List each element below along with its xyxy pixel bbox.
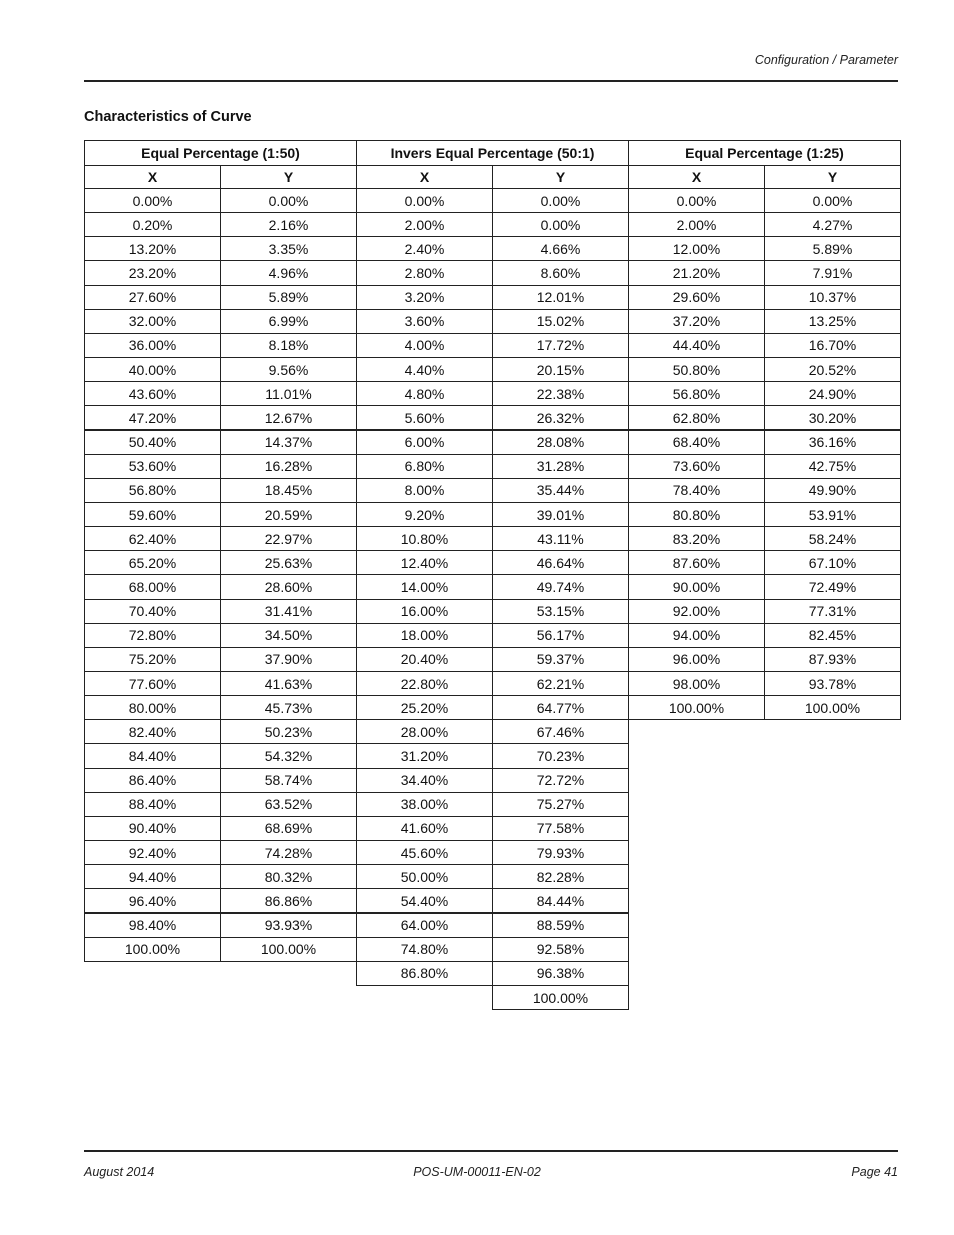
y-value-cell: 93.78% — [764, 671, 901, 696]
y-value-cell: 74.28% — [220, 840, 357, 865]
y-value-cell: 20.52% — [764, 357, 901, 382]
x-value-cell: 34.40% — [356, 768, 493, 793]
y-value-cell: 4.96% — [220, 260, 357, 285]
y-value-cell: 77.58% — [492, 816, 629, 841]
y-value-cell: 92.58% — [492, 937, 629, 962]
y-value-cell: 10.37% — [764, 285, 901, 310]
y-value-cell: 100.00% — [220, 937, 357, 962]
x-value-cell: 5.60% — [356, 405, 493, 430]
y-value-cell: 18.45% — [220, 478, 357, 503]
y-value-cell: 9.56% — [220, 357, 357, 382]
x-value-cell: 22.80% — [356, 671, 493, 696]
y-value-cell: 88.59% — [492, 913, 629, 938]
y-value-cell: 28.60% — [220, 574, 357, 599]
x-value-cell: 77.60% — [84, 671, 221, 696]
y-value-cell: 37.90% — [220, 647, 357, 672]
x-value-cell: 6.00% — [356, 430, 493, 455]
y-value-cell: 5.89% — [220, 285, 357, 310]
x-value-cell: 62.80% — [628, 405, 765, 430]
column-header-y: Y — [220, 165, 357, 189]
x-value-cell: 98.40% — [84, 913, 221, 938]
x-value-cell: 2.00% — [628, 212, 765, 237]
y-value-cell: 12.67% — [220, 405, 357, 430]
y-value-cell: 41.63% — [220, 671, 357, 696]
x-value-cell: 44.40% — [628, 333, 765, 358]
x-value-cell: 73.60% — [628, 454, 765, 479]
column-header-x: X — [356, 165, 493, 189]
y-value-cell: 45.73% — [220, 695, 357, 720]
y-value-cell: 56.17% — [492, 623, 629, 648]
x-value-cell: 41.60% — [356, 816, 493, 841]
x-value-cell: 37.20% — [628, 309, 765, 334]
x-value-cell: 54.40% — [356, 888, 493, 913]
table-title: Invers Equal Percentage (50:1) — [356, 140, 629, 166]
x-value-cell: 83.20% — [628, 526, 765, 551]
x-value-cell: 32.00% — [84, 309, 221, 334]
y-value-cell: 26.32% — [492, 405, 629, 430]
y-value-cell: 59.37% — [492, 647, 629, 672]
x-value-cell: 27.60% — [84, 285, 221, 310]
x-value-cell: 2.80% — [356, 260, 493, 285]
y-value-cell: 3.35% — [220, 236, 357, 261]
x-value-cell: 28.00% — [356, 719, 493, 744]
x-value-cell: 100.00% — [84, 937, 221, 962]
x-value-cell: 4.00% — [356, 333, 493, 358]
x-value-cell: 4.80% — [356, 381, 493, 406]
x-value-cell: 3.20% — [356, 285, 493, 310]
x-value-cell: 100.00% — [628, 695, 765, 720]
x-value-cell: 47.20% — [84, 405, 221, 430]
header-rule — [84, 80, 898, 82]
y-value-cell: 8.60% — [492, 260, 629, 285]
column-header-y: Y — [492, 165, 629, 189]
y-value-cell: 5.89% — [764, 236, 901, 261]
x-value-cell: 31.20% — [356, 743, 493, 768]
x-value-cell: 86.80% — [356, 961, 493, 986]
y-value-cell: 82.28% — [492, 864, 629, 889]
x-value-cell: 0.00% — [356, 188, 493, 213]
x-value-cell: 82.40% — [84, 719, 221, 744]
x-value-cell: 94.00% — [628, 623, 765, 648]
x-value-cell: 14.00% — [356, 574, 493, 599]
x-value-cell: 40.00% — [84, 357, 221, 382]
x-value-cell: 96.40% — [84, 888, 221, 913]
x-value-cell: 87.60% — [628, 550, 765, 575]
y-value-cell: 72.72% — [492, 768, 629, 793]
y-value-cell: 39.01% — [492, 502, 629, 527]
column-header-y: Y — [764, 165, 901, 189]
y-value-cell: 35.44% — [492, 478, 629, 503]
y-value-cell: 24.90% — [764, 381, 901, 406]
y-value-cell: 4.27% — [764, 212, 901, 237]
x-value-cell: 68.40% — [628, 430, 765, 455]
y-value-cell: 0.00% — [764, 188, 901, 213]
y-value-cell: 28.08% — [492, 430, 629, 455]
y-value-cell: 4.66% — [492, 236, 629, 261]
x-value-cell: 56.80% — [84, 478, 221, 503]
x-value-cell: 62.40% — [84, 526, 221, 551]
x-value-cell: 38.00% — [356, 792, 493, 817]
x-value-cell: 12.00% — [628, 236, 765, 261]
x-value-cell: 2.40% — [356, 236, 493, 261]
column-header-x: X — [84, 165, 221, 189]
header-section-label: Configuration / Parameter — [754, 53, 898, 67]
x-value-cell: 94.40% — [84, 864, 221, 889]
x-value-cell: 74.80% — [356, 937, 493, 962]
y-value-cell: 82.45% — [764, 623, 901, 648]
footer-document-id: POS-UM-00011-EN-02 — [413, 1165, 541, 1179]
y-value-cell: 0.00% — [492, 188, 629, 213]
x-value-cell: 59.60% — [84, 502, 221, 527]
x-value-cell: 8.00% — [356, 478, 493, 503]
x-value-cell: 96.00% — [628, 647, 765, 672]
y-value-cell: 63.52% — [220, 792, 357, 817]
y-value-cell: 8.18% — [220, 333, 357, 358]
y-value-cell: 42.75% — [764, 454, 901, 479]
y-value-cell: 84.44% — [492, 888, 629, 913]
y-value-cell: 31.28% — [492, 454, 629, 479]
x-value-cell: 72.80% — [84, 623, 221, 648]
x-value-cell: 2.00% — [356, 212, 493, 237]
y-value-cell: 100.00% — [492, 985, 629, 1010]
y-value-cell: 15.02% — [492, 309, 629, 334]
y-value-cell: 75.27% — [492, 792, 629, 817]
x-value-cell: 0.00% — [84, 188, 221, 213]
x-value-cell: 12.40% — [356, 550, 493, 575]
table-title: Equal Percentage (1:25) — [628, 140, 901, 166]
y-value-cell: 7.91% — [764, 260, 901, 285]
y-value-cell: 53.15% — [492, 599, 629, 624]
x-value-cell: 64.00% — [356, 913, 493, 938]
x-value-cell: 90.40% — [84, 816, 221, 841]
y-value-cell: 50.23% — [220, 719, 357, 744]
x-value-cell: 92.00% — [628, 599, 765, 624]
y-value-cell: 46.64% — [492, 550, 629, 575]
y-value-cell: 58.24% — [764, 526, 901, 551]
y-value-cell: 100.00% — [764, 695, 901, 720]
x-value-cell: 0.20% — [84, 212, 221, 237]
y-value-cell: 34.50% — [220, 623, 357, 648]
x-value-cell: 90.00% — [628, 574, 765, 599]
x-value-cell: 75.20% — [84, 647, 221, 672]
y-value-cell: 16.70% — [764, 333, 901, 358]
section-title: Characteristics of Curve — [84, 109, 252, 125]
x-value-cell: 98.00% — [628, 671, 765, 696]
x-value-cell: 65.20% — [84, 550, 221, 575]
x-value-cell: 78.40% — [628, 478, 765, 503]
y-value-cell: 67.46% — [492, 719, 629, 744]
y-value-cell: 80.32% — [220, 864, 357, 889]
x-value-cell: 21.20% — [628, 260, 765, 285]
y-value-cell: 68.69% — [220, 816, 357, 841]
footer-rule — [84, 1150, 898, 1152]
x-value-cell: 80.80% — [628, 502, 765, 527]
y-value-cell: 14.37% — [220, 430, 357, 455]
x-value-cell: 23.20% — [84, 260, 221, 285]
y-value-cell: 62.21% — [492, 671, 629, 696]
x-value-cell: 20.40% — [356, 647, 493, 672]
y-value-cell: 64.77% — [492, 695, 629, 720]
y-value-cell: 30.20% — [764, 405, 901, 430]
x-value-cell: 68.00% — [84, 574, 221, 599]
x-value-cell: 10.80% — [356, 526, 493, 551]
y-value-cell: 12.01% — [492, 285, 629, 310]
y-value-cell: 58.74% — [220, 768, 357, 793]
table-title: Equal Percentage (1:50) — [84, 140, 357, 166]
footer-date: August 2014 — [84, 1165, 155, 1179]
y-value-cell: 2.16% — [220, 212, 357, 237]
x-value-cell: 88.40% — [84, 792, 221, 817]
y-value-cell: 49.74% — [492, 574, 629, 599]
y-value-cell: 20.15% — [492, 357, 629, 382]
x-value-cell: 86.40% — [84, 768, 221, 793]
y-value-cell: 87.93% — [764, 647, 901, 672]
x-value-cell: 18.00% — [356, 623, 493, 648]
y-value-cell: 43.11% — [492, 526, 629, 551]
y-value-cell: 22.38% — [492, 381, 629, 406]
y-value-cell: 31.41% — [220, 599, 357, 624]
x-value-cell: 16.00% — [356, 599, 493, 624]
x-value-cell: 92.40% — [84, 840, 221, 865]
x-value-cell: 84.40% — [84, 743, 221, 768]
x-value-cell: 4.40% — [356, 357, 493, 382]
column-header-x: X — [628, 165, 765, 189]
y-value-cell: 25.63% — [220, 550, 357, 575]
x-value-cell: 43.60% — [84, 381, 221, 406]
x-value-cell: 53.60% — [84, 454, 221, 479]
x-value-cell: 9.20% — [356, 502, 493, 527]
y-value-cell: 13.25% — [764, 309, 901, 334]
y-value-cell: 6.99% — [220, 309, 357, 334]
y-value-cell: 17.72% — [492, 333, 629, 358]
y-value-cell: 0.00% — [492, 212, 629, 237]
y-value-cell: 53.91% — [764, 502, 901, 527]
x-value-cell: 56.80% — [628, 381, 765, 406]
y-value-cell: 0.00% — [220, 188, 357, 213]
y-value-cell: 54.32% — [220, 743, 357, 768]
x-value-cell: 0.00% — [628, 188, 765, 213]
x-value-cell: 50.40% — [84, 430, 221, 455]
footer-page-number: Page 41 — [851, 1165, 898, 1179]
y-value-cell: 16.28% — [220, 454, 357, 479]
y-value-cell: 79.93% — [492, 840, 629, 865]
y-value-cell: 36.16% — [764, 430, 901, 455]
y-value-cell: 49.90% — [764, 478, 901, 503]
x-value-cell: 50.80% — [628, 357, 765, 382]
curve-characteristics-table — [84, 140, 899, 1010]
x-value-cell: 70.40% — [84, 599, 221, 624]
y-value-cell: 67.10% — [764, 550, 901, 575]
y-value-cell: 11.01% — [220, 381, 357, 406]
x-value-cell: 36.00% — [84, 333, 221, 358]
x-value-cell: 45.60% — [356, 840, 493, 865]
y-value-cell: 96.38% — [492, 961, 629, 986]
y-value-cell: 72.49% — [764, 574, 901, 599]
x-value-cell: 50.00% — [356, 864, 493, 889]
y-value-cell: 77.31% — [764, 599, 901, 624]
x-value-cell: 13.20% — [84, 236, 221, 261]
y-value-cell: 22.97% — [220, 526, 357, 551]
y-value-cell: 93.93% — [220, 913, 357, 938]
y-value-cell: 20.59% — [220, 502, 357, 527]
x-value-cell: 29.60% — [628, 285, 765, 310]
y-value-cell: 86.86% — [220, 888, 357, 913]
x-value-cell: 6.80% — [356, 454, 493, 479]
y-value-cell: 70.23% — [492, 743, 629, 768]
x-value-cell: 80.00% — [84, 695, 221, 720]
x-value-cell: 3.60% — [356, 309, 493, 334]
x-value-cell: 25.20% — [356, 695, 493, 720]
